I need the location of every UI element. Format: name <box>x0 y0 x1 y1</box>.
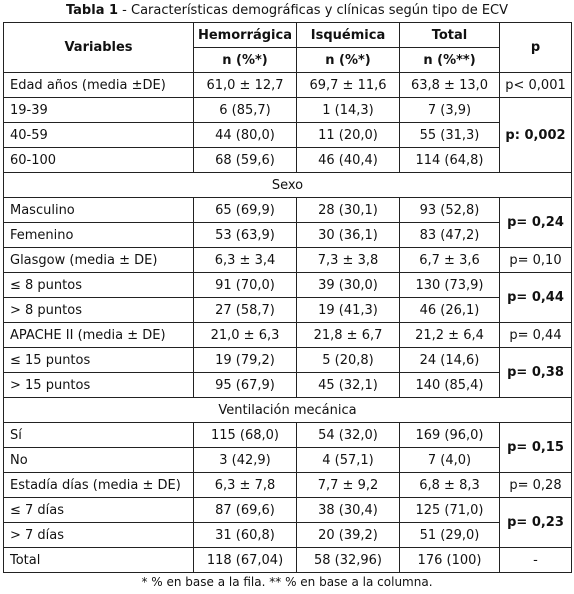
cell-total: 6,8 ± 8,3 <box>400 473 500 498</box>
cell-p: p= 0,38 <box>500 348 572 398</box>
table-row <box>4 498 572 523</box>
row-label: 19-39 <box>4 98 194 123</box>
cell-p: p= 0,44 <box>500 323 572 348</box>
cell-hemorragica: 68 (59,6) <box>194 148 297 173</box>
table-caption-label: Tabla 1 <box>65 3 119 18</box>
cell-total: 63,8 ± 13,0 <box>400 73 500 98</box>
data-table <box>3 22 572 573</box>
cell-hemorragica: 44 (80,0) <box>194 123 297 148</box>
cell-hemorragica: 87 (69,6) <box>194 498 297 523</box>
cell-hemorragica: 19 (79,2) <box>194 348 297 373</box>
cell-hemorragica: 27 (58,7) <box>194 298 297 323</box>
cell-total: 93 (52,8) <box>400 198 500 223</box>
cell-isquemica: 7,3 ± 3,8 <box>297 248 400 273</box>
table-row <box>4 273 572 298</box>
table-row <box>4 423 572 448</box>
header-hemorragica: Hemorrágica <box>194 23 297 48</box>
row-label: 40-59 <box>4 123 194 148</box>
cell-p: - <box>500 548 572 573</box>
cell-p: p< 0,001 <box>500 73 572 98</box>
table-caption-text: - Características demográficas y clínicas según tipo de ECV <box>118 3 509 18</box>
table-row <box>4 123 572 148</box>
table-footnote: * % en base a la fila. ** % en base a la columna. <box>141 575 433 589</box>
row-label: Sí <box>4 423 194 448</box>
cell-isquemica: 28 (30,1) <box>297 198 400 223</box>
cell-isquemica: 38 (30,4) <box>297 498 400 523</box>
cell-hemorragica: 6,3 ± 7,8 <box>194 473 297 498</box>
header-isquemica: Isquémica <box>297 23 400 48</box>
cell-isquemica: 54 (32,0) <box>297 423 400 448</box>
cell-p: p= 0,28 <box>500 473 572 498</box>
cell-total: 46 (26,1) <box>400 298 500 323</box>
cell-isquemica: 5 (20,8) <box>297 348 400 373</box>
row-label: Femenino <box>4 223 194 248</box>
cell-isquemica: 1 (14,3) <box>297 98 400 123</box>
header-hemorragica-unit: n (%*) <box>194 48 297 73</box>
cell-total: 24 (14,6) <box>400 348 500 373</box>
table-row <box>4 523 572 548</box>
cell-hemorragica: 6 (85,7) <box>194 98 297 123</box>
cell-isquemica: 58 (32,96) <box>297 548 400 573</box>
total-row <box>4 548 572 573</box>
cell-isquemica: 46 (40,4) <box>297 148 400 173</box>
table-row <box>4 198 572 223</box>
cell-total: 140 (85,4) <box>400 373 500 398</box>
cell-total: 7 (4,0) <box>400 448 500 473</box>
cell-hemorragica: 31 (60,8) <box>194 523 297 548</box>
cell-total: 83 (47,2) <box>400 223 500 248</box>
cell-hemorragica: 21,0 ± 6,3 <box>194 323 297 348</box>
cell-hemorragica: 118 (67,04) <box>194 548 297 573</box>
section-title-sexo: Sexo <box>4 173 572 198</box>
cell-hemorragica: 95 (67,9) <box>194 373 297 398</box>
cell-isquemica: 21,8 ± 6,7 <box>297 323 400 348</box>
cell-hemorragica: 3 (42,9) <box>194 448 297 473</box>
table-caption <box>0 0 574 22</box>
row-label: ≤ 7 días <box>4 498 194 523</box>
cell-total: 114 (64,8) <box>400 148 500 173</box>
section-row <box>4 398 572 423</box>
table-row <box>4 323 572 348</box>
row-label: ≤ 8 puntos <box>4 273 194 298</box>
row-label: APACHE II (media ± DE) <box>4 323 194 348</box>
cell-p: p= 0,10 <box>500 248 572 273</box>
table-row <box>4 298 572 323</box>
cell-isquemica: 69,7 ± 11,6 <box>297 73 400 98</box>
row-label: Masculino <box>4 198 194 223</box>
cell-total: 51 (29,0) <box>400 523 500 548</box>
row-label: Estadía días (media ± DE) <box>4 473 194 498</box>
cell-total: 7 (3,9) <box>400 98 500 123</box>
table-row <box>4 73 572 98</box>
row-label: > 15 puntos <box>4 373 194 398</box>
cell-isquemica: 39 (30,0) <box>297 273 400 298</box>
cell-p: p= 0,23 <box>500 498 572 548</box>
cell-total: 169 (96,0) <box>400 423 500 448</box>
header-row <box>4 23 572 48</box>
header-p: p <box>500 23 572 73</box>
row-label: > 7 días <box>4 523 194 548</box>
cell-isquemica: 45 (32,1) <box>297 373 400 398</box>
section-title-ventilacion: Ventilación mecánica <box>4 398 572 423</box>
cell-isquemica: 20 (39,2) <box>297 523 400 548</box>
header-isquemica-unit: n (%*) <box>297 48 400 73</box>
cell-hemorragica: 65 (69,9) <box>194 198 297 223</box>
cell-hemorragica: 6,3 ± 3,4 <box>194 248 297 273</box>
cell-isquemica: 7,7 ± 9,2 <box>297 473 400 498</box>
row-label: Edad años (media ±DE) <box>4 73 194 98</box>
cell-p: p: 0,002 <box>500 98 572 173</box>
cell-total: 21,2 ± 6,4 <box>400 323 500 348</box>
table-row <box>4 148 572 173</box>
table-row <box>4 373 572 398</box>
header-total: Total <box>400 23 500 48</box>
section-row <box>4 173 572 198</box>
table-row <box>4 448 572 473</box>
cell-p: p= 0,24 <box>500 198 572 248</box>
cell-isquemica: 4 (57,1) <box>297 448 400 473</box>
cell-p: p= 0,15 <box>500 423 572 473</box>
row-label: Glasgow (media ± DE) <box>4 248 194 273</box>
cell-total: 130 (73,9) <box>400 273 500 298</box>
cell-isquemica: 30 (36,1) <box>297 223 400 248</box>
cell-p: p= 0,44 <box>500 273 572 323</box>
row-label: > 8 puntos <box>4 298 194 323</box>
cell-hemorragica: 61,0 ± 12,7 <box>194 73 297 98</box>
row-label: No <box>4 448 194 473</box>
cell-total: 55 (31,3) <box>400 123 500 148</box>
row-label: 60-100 <box>4 148 194 173</box>
cell-hemorragica: 53 (63,9) <box>194 223 297 248</box>
table-row <box>4 223 572 248</box>
row-label: Total <box>4 548 194 573</box>
cell-total: 176 (100) <box>400 548 500 573</box>
cell-isquemica: 19 (41,3) <box>297 298 400 323</box>
cell-hemorragica: 115 (68,0) <box>194 423 297 448</box>
header-variables: Variables <box>4 23 194 73</box>
table-row <box>4 473 572 498</box>
cell-total: 6,7 ± 3,6 <box>400 248 500 273</box>
cell-isquemica: 11 (20,0) <box>297 123 400 148</box>
row-label: ≤ 15 puntos <box>4 348 194 373</box>
table-row <box>4 98 572 123</box>
cell-hemorragica: 91 (70,0) <box>194 273 297 298</box>
header-total-unit: n (%**) <box>400 48 500 73</box>
cell-total: 125 (71,0) <box>400 498 500 523</box>
table-row <box>4 248 572 273</box>
table-row <box>4 348 572 373</box>
